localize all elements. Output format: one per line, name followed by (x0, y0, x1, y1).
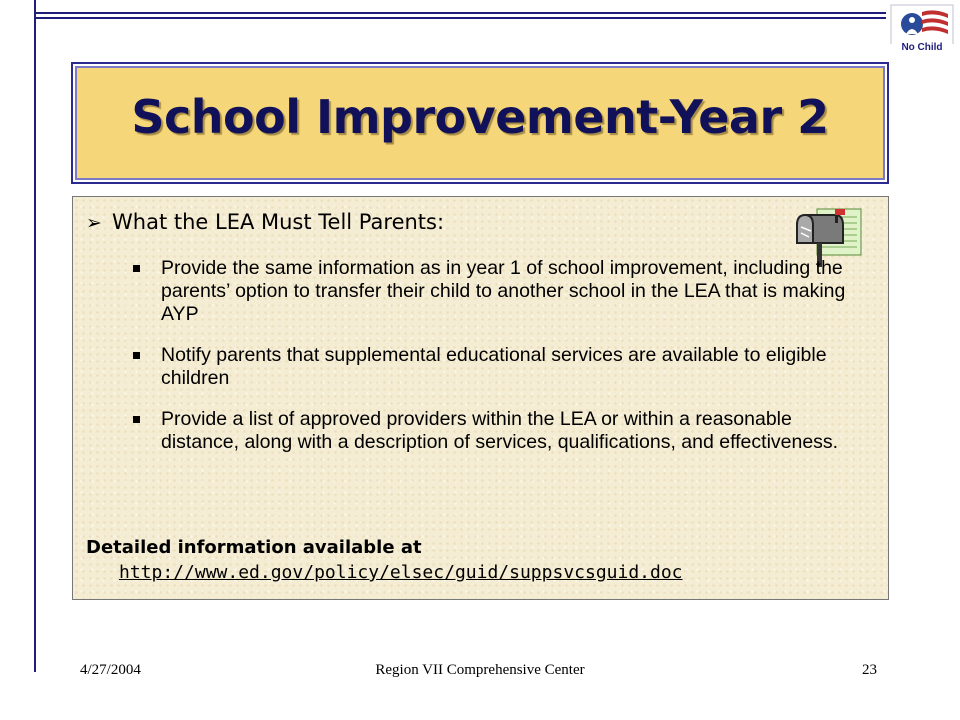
detail-note (86, 535, 876, 585)
square-bullet-icon (133, 416, 140, 423)
no-child-left-behind-logo (890, 4, 954, 62)
footer-organization: Region VII Comprehensive Center (375, 662, 585, 678)
square-bullet-icon (133, 352, 140, 359)
bullet-item (131, 344, 871, 390)
bullet-text: Notify parents that supplemental educational services are available to eligible children (161, 344, 827, 389)
flag-logo-icon (890, 4, 954, 44)
frame-top-line-second (36, 17, 886, 19)
bullet-text: Provide a list of approved providers within the LEA or within a reasonable distance, along with a description of services, qualifications, and effectiveness. (161, 408, 839, 453)
detail-label: Detailed information available at (86, 537, 422, 558)
bullet-text: Provide the same information as in year 1 of school improvement, including the parents’ option to transfer their child to another school in the LEA that is making AYP (161, 257, 846, 325)
bullet-item (131, 408, 871, 454)
section-heading-text: What the LEA Must Tell Parents: (112, 210, 445, 234)
frame-top-line (36, 12, 886, 14)
detail-link[interactable]: http://www.ed.gov/policy/elsec/guid/suppsvcsguid.doc (119, 562, 683, 583)
content-panel (72, 196, 889, 600)
section-heading (86, 210, 444, 234)
bullet-item (131, 257, 871, 326)
frame-vertical-line (34, 0, 36, 672)
footer-page-number: 23 (862, 662, 877, 678)
title-banner (71, 62, 889, 184)
footer-date: 4/27/2004 (80, 662, 141, 678)
logo-text: No Child (901, 42, 943, 53)
arrow-bullet-icon: ➢ (86, 212, 102, 234)
square-bullet-icon (133, 265, 140, 272)
slide-title: School Improvement-Year 2 (131, 90, 829, 144)
bullet-list (131, 257, 871, 472)
